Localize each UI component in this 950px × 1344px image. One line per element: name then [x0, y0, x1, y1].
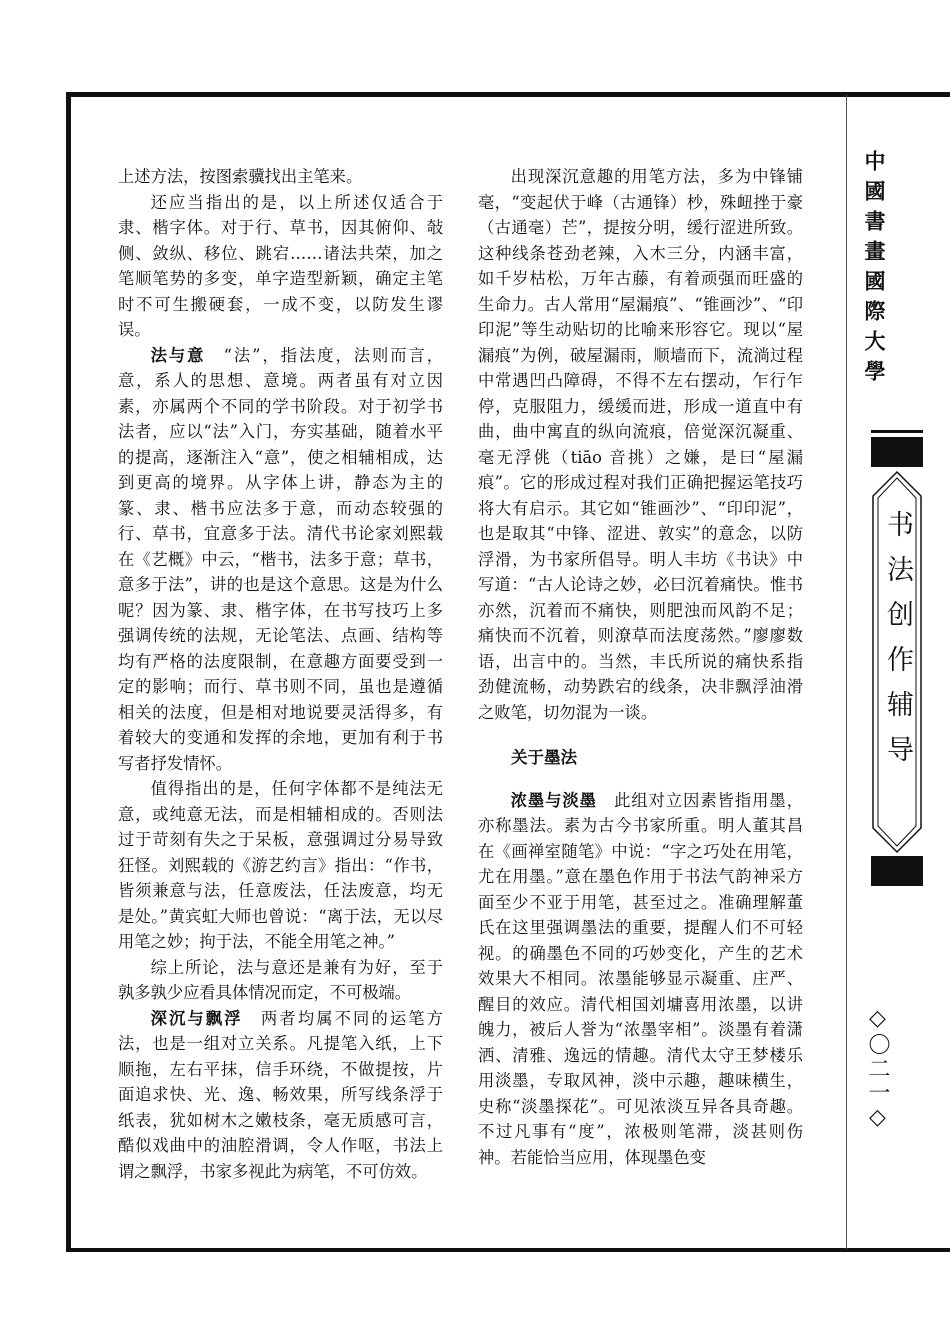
section-term: 法与意	[150, 345, 206, 365]
paragraph	[478, 788, 803, 1171]
book-title: 书法创作辅导	[882, 510, 913, 780]
title-band-top	[871, 437, 923, 467]
paragraph	[118, 343, 443, 777]
paragraph: 还应当指出的是，以上所述仅适合于隶、楷字体。对于行、草书，因其俯仰、敧侧、敛纵、移位、跳宕……诸法共荣，加之笔顺笔势的多变，单字造型新颖，确定主笔时不可生搬硬套，一成不变，以防发生谬误。	[118, 192, 443, 339]
page-number: ◇〇二一◇	[865, 1006, 890, 1132]
paragraph: 值得指出的是，任何字体都不是纯法无意，或纯意无法，而是相辅相成的。否则法过于苛刻有失之于呆板，意强调过分易导致狂怪。刘熙载的《游艺约言》指出：“作书，皆须兼意与法，任意废法，任法废意，均无是处。”黄宾虹大师也曾说：“离于法，无以尽用笔之妙；拘于法，不能全用笔之神。”	[118, 779, 443, 951]
title-rule-bottom	[871, 880, 923, 883]
paragraph: 上述方法，按图索骥找出主笔来。	[118, 167, 363, 186]
paragraph-text: 此组对立因素皆指用墨，亦称墨法。素为古今书家所重。明人董其昌在《画禅室随笔》中说：“字之巧处在用笔，尤在用墨。”意在墨色作用于书法气韵神采方面至少不亚于用笔，甚至过之。准确理解董氏在这里强调墨法的重要，提醒人们不可轻视。的确墨色不同的巧妙变化，产生的艺术效果大不相同。浓墨能够显示凝重、庄严、醒目的效应。清代相国刘墉喜用浓墨，以讲魄力，被后人誉为“浓墨宰相”。淡墨有着潇洒、清雅、逸远的情趣。清代太守王梦楼乐用淡墨，专取风神，淡中示趣，趣味横生，史称“淡墨探花”。可见浓淡互异各具奇趣。不过凡事有“度”，浓极则笔滞，淡甚则伤神。若能恰当应用，体现墨色变	[478, 790, 803, 1167]
university-name: 中國書畫國際大學	[862, 150, 887, 390]
paragraph-text: 两者均属不同的运笔方法，也是一组对立关系。凡提笔入纸，上下顺拖，左右平抹，信手环绕，不做提按，片面追求快、光、逸、畅效果，所写线条浮于纸表，犹如树木之嫩枝条，毫无质感可言，酷似戏曲中的油腔滑调，令人作呕，书法上谓之飘浮，书家多视此为病笔，不可仿效。	[118, 1008, 443, 1181]
paragraph-text: “法”，指法度，法则而言，意，系人的思想、意境。两者虽有对立因素，亦属两个不同的学书阶段。对于初学书法者，应以“法”入门，夯实基础，随着水平的提高，逐渐注入“意”，使之相辅相成，达到更高的境界。从字体上讲，静态为主的篆、隶、楷书应法多于意，而动态较强的行、草书，宜意多于法。清代书论家刘熙载在《艺概》中云，“楷书，法多于意；草书，意多于法”，讲的也是这个意思。这是为什么呢？因为篆、隶、楷字体，在书写技巧上多强调传统的法规，无论笔法、点画、结构等均有严格的法度限制，在意趣方面要受到一定的影响；而行、草书则不同，虽也是遵循相关的法度，但是相对地说要灵活得多，有着较大的变通和发挥的余地，更加有利于书写者抒发情怀。	[118, 345, 443, 773]
section-heading: 关于墨法	[511, 748, 577, 767]
right-column	[478, 164, 803, 1170]
left-column	[118, 164, 443, 1184]
paragraph: 出现深沉意趣的用笔方法，多为中锋铺毫，“变起伏于峰（古通锋）杪，殊衄挫于豪（古通毫）芒”，提按分明，缓行涩进所致。这种线条苍劲老辣，入木三分，内涵丰富，如千岁枯松，万年古藤，有着顽强而旺盛的生命力。古人常用“屋漏痕”、“锥画沙”、“印印泥”等生动贴切的比喻来形容它。现以“屋漏痕”为例，破屋漏雨，顺墙而下，流淌过程中常遇凹凸障碍，不得不左右摆动，乍行乍停，克服阻力，缓缓而进，形成一道直中有曲，曲中寓直的纵向流痕，倍觉深沉凝重、毫无浮佻（tiāo 音挑）之嫌，是曰“屋漏痕”。它的形成过程对我们正确把握运笔技巧将大有启示。其它如“锥画沙”、“印印泥”，也是取其“中锋、涩进、敦实”的意念，以防浮滑，为书家所倡导。明人丰坊《书诀》中写道：“古人论诗之妙，必曰沉着痛快。惟书亦然，沉着而不痛快，则肥浊而风韵不足；痛快而不沉着，则潦草而法度荡然。”廖廖数语，出言中的。当然，丰氏所说的痛快系指劲健流畅，动势跌宕的线条，决非飘浮油滑之败笔，切勿混为一谈。	[478, 167, 803, 722]
section-term: 深沉与飘浮	[150, 1008, 243, 1028]
paragraph	[118, 1006, 443, 1185]
section-term: 浓墨与淡墨	[510, 790, 597, 810]
title-rule-top	[871, 430, 923, 433]
paragraph: 综上所论，法与意还是兼有为好，至于孰多孰少应看具体情况而定，不可极端。	[118, 957, 443, 1002]
sidebar-divider	[846, 95, 847, 1249]
